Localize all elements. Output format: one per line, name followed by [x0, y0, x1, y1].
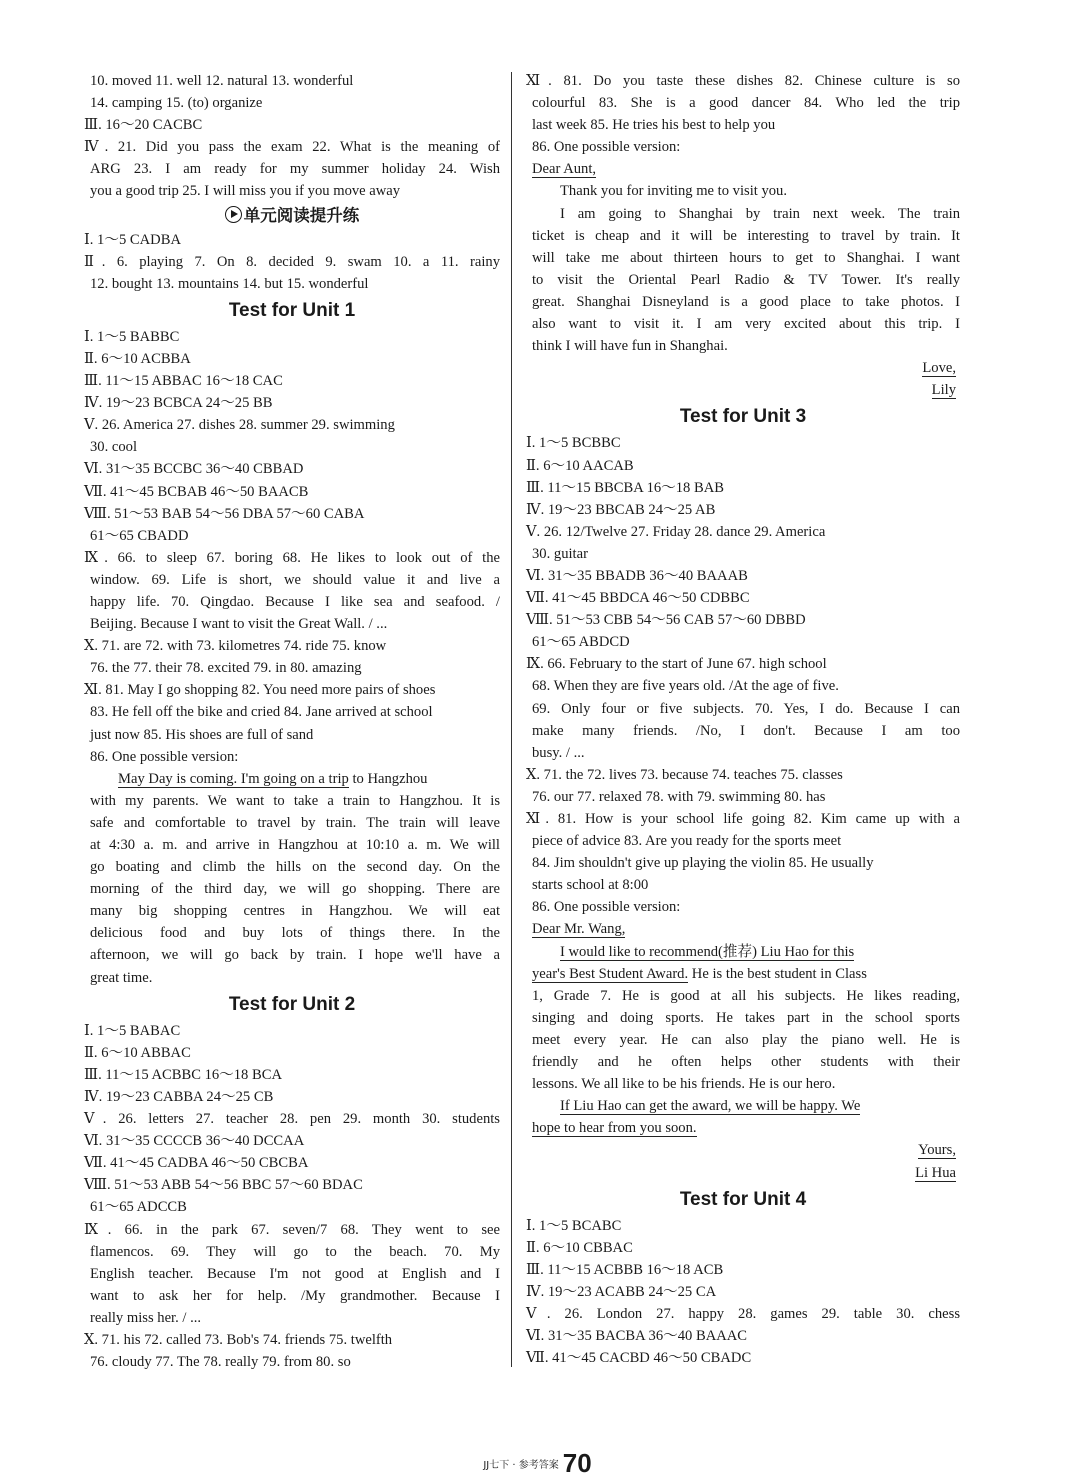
answer-line: think I will have fun in Shanghai.: [532, 338, 728, 355]
answer-line: Ⅱ. 6～10 ABBAC: [84, 1044, 191, 1061]
answer-line: Beijing. Because I want to visit the Great Wall. / ...: [90, 616, 388, 633]
answer-line: busy. / ...: [532, 744, 585, 761]
left-column: [84, 70, 500, 1373]
answer-line: Ⅹ. 71. the 72. lives 73. because 74. teaches 75. classes: [526, 766, 843, 783]
answer-line: ticket is cheap and it will be interesting to travel by train. It: [532, 227, 960, 244]
answer-line: 61～65 ABDCD: [532, 634, 630, 651]
answer-line: Ⅲ. 11～15 ABBAC 16～18 CAC: [84, 373, 283, 390]
answer-line: Ⅷ. 51～53 BAB 54～56 DBA 57～60 CABA: [84, 505, 365, 522]
answer-line: 30. cool: [90, 439, 138, 456]
answer-line: piece of advice 83. Are you ready for the sports meet: [532, 833, 842, 850]
answer-line: Ⅺ. 81. May I go shopping 82. You need more pairs of shoes: [84, 682, 436, 699]
answer-line: Ⅸ. 66. February to the start of June 67. high school: [526, 656, 827, 673]
answer-line: delicious food and buy lots of things there. In the: [90, 925, 500, 942]
answer-line: go boating and climb the hills on the second day. On the: [90, 859, 500, 876]
answer-line: [526, 1139, 960, 1161]
answer-line: friendly and he often helps other students with their: [532, 1054, 960, 1071]
answer-line: really miss her. / ...: [90, 1309, 202, 1326]
line-continuation: He is the best student in Class: [688, 965, 867, 982]
underlined-text: year's Best Student Award.: [532, 965, 689, 982]
answer-line: you a good trip 25. I will miss you if you move away: [90, 183, 401, 200]
answer-line: at 4:30 a. m. and arrive in Hangzhou at 10:10 a. m. We will: [90, 837, 500, 853]
column-divider: [511, 72, 512, 1367]
answer-line: Ⅱ. 6～10 CBBAC: [526, 1239, 633, 1256]
underlined-text: hope to hear from you soon.: [532, 1120, 697, 1137]
answer-line: make many friends. /No, I don't. Because I am too: [532, 722, 960, 739]
answer-line: Ⅲ. 16～20 CACBC: [84, 117, 203, 134]
answer-line: 12. bought 13. mountains 14. but 15. wonderful: [90, 275, 369, 292]
answer-line: Ⅳ. 19～23 ACABB 24～25 CA: [526, 1283, 717, 1300]
answer-line: window. 69. Life is short, we should value it and live a: [90, 571, 500, 588]
answer-line: 76. the 77. their 78. excited 79. in 80. amazing: [90, 660, 362, 677]
answer-line: last week 85. He tries his best to help you: [532, 117, 776, 134]
section-heading: Test for Unit 2: [228, 993, 356, 1015]
line-continuation: to Hangzhou: [348, 770, 428, 787]
answer-line: [526, 158, 960, 180]
answer-line: [526, 1095, 960, 1117]
answer-line: Ⅳ. 21. Did you pass the exam 22. What is the meaning of: [84, 139, 500, 156]
answer-line: Ⅱ. 6～10 ACBBA: [84, 350, 191, 367]
answer-line: Ⅰ. 1～5 BABBC: [84, 328, 180, 345]
answer-line: morning of the third day, we will go shopping. There are: [90, 881, 500, 898]
section-heading-text: 单元阅读提升练: [243, 205, 360, 225]
answer-line: [84, 768, 500, 790]
answer-line: [526, 379, 960, 401]
page-number: 70: [562, 1448, 592, 1478]
answer-line: Ⅺ. 81. Do you taste these dishes 82. Chinese culture is so: [526, 73, 960, 89]
answer-line: Ⅰ. 1～5 BABAC: [84, 1022, 181, 1039]
answer-line: Ⅹ. 71. are 72. with 73. kilometres 74. ride 75. know: [84, 638, 387, 655]
answer-line: great. Shanghai Disneyland is a good place to take photos. I: [532, 293, 960, 310]
answer-line: great time.: [90, 969, 153, 986]
answer-line: 86. One possible version:: [532, 139, 681, 156]
answer-line: happy life. 70. Qingdao. Because I like sea and seafood. /: [90, 593, 500, 610]
page-footer: [0, 1448, 1075, 1479]
answer-line: Ⅵ. 31～35 BACBA 36～40 BAAAC: [526, 1328, 748, 1345]
answer-line: will take me about thirteen hours to get to Shanghai. I want: [532, 249, 960, 266]
answer-line: Ⅵ. 31～35 CCCCB 36～40 DCCAA: [84, 1133, 305, 1150]
answer-line: Ⅹ. 71. his 72. called 73. Bob's 74. friends 75. twelfth: [84, 1331, 393, 1348]
section-heading: Test for Unit 4: [679, 1188, 807, 1210]
answer-line: starts school at 8:00: [532, 877, 649, 894]
answer-line: Thank you for inviting me to visit you.: [560, 183, 787, 200]
answer-line: many big shopping centres in Hangzhou. We will eat: [90, 903, 500, 920]
underlined-text: Yours,: [918, 1142, 956, 1159]
answer-line: afternoon, we will go back by train. I hope we'll have a: [90, 947, 500, 964]
answer-line: Ⅲ. 11～15 BBCBA 16～18 BAB: [526, 479, 725, 496]
answer-line: Ⅶ. 41～45 CADBA 46～50 CBCBA: [84, 1155, 309, 1172]
answer-line: Ⅳ. 19～23 CABBA 24～25 CB: [84, 1088, 274, 1105]
answer-line: Ⅳ. 19～23 BCBCA 24～25 BB: [84, 395, 273, 412]
answer-line: 61～65 CBADD: [90, 527, 189, 544]
answer-line: Ⅴ. 26. 12/Twelve 27. Friday 28. dance 29. America: [526, 523, 826, 540]
answer-line: Ⅲ. 11～15 ACBBB 16～18 ACB: [526, 1261, 724, 1278]
answer-line: [526, 963, 960, 985]
underlined-text: Lily: [931, 382, 956, 399]
section-heading: Test for Unit 3: [679, 406, 807, 428]
answer-line: 69. Only four or five subjects. 70. Yes, I do. Because I can: [532, 700, 960, 717]
answer-line: Ⅰ. 1～5 BCBBC: [526, 435, 621, 452]
answer-line: 68. When they are five years old. /At the age of five.: [532, 678, 839, 695]
answer-line: also want to visit it. I am very excited about this trip. I: [532, 316, 960, 333]
answer-line: Ⅶ. 41～45 BCBAB 46～50 BAACB: [84, 483, 309, 500]
answer-line: Ⅳ. 19～23 BBCAB 24～25 AB: [526, 501, 716, 518]
answer-line: 86. One possible version:: [90, 748, 239, 765]
underlined-text: If Liu Hao can get the award, we will be happy. We: [560, 1098, 861, 1115]
answer-line: I am going to Shanghai by train next week. The train: [560, 205, 960, 222]
answer-line: 84. Jim shouldn't give up playing the violin 85. He usually: [532, 855, 874, 872]
underlined-text: Dear Mr. Wang,: [532, 921, 626, 938]
answer-line: Ⅴ. 26. London 27. happy 28. games 29. table 30. chess: [526, 1305, 960, 1322]
answer-line: Ⅷ. 51～53 ABB 54～56 BBC 57～60 BDAC: [84, 1177, 363, 1194]
answer-line: Ⅱ. 6～10 AACAB: [526, 457, 634, 474]
play-circle-icon: [225, 206, 242, 223]
underlined-text: I would like to recommend(推荐) Liu Hao for this: [560, 943, 855, 960]
answer-line: colourful 83. She is a good dancer 84. Who led the trip: [532, 95, 960, 112]
answer-line: Ⅴ. 26. letters 27. teacher 28. pen 29. month 30. students: [84, 1111, 500, 1128]
answer-line: Ⅱ. 6. playing 7. On 8. decided 9. swam 10. a 11. rainy: [84, 253, 500, 270]
answer-line: Ⅺ. 81. How is your school life going 82. Kim came up with a: [526, 811, 960, 827]
footer-label: JJ七下 · 参考答案: [483, 1460, 559, 1471]
section-heading-cn: [84, 203, 500, 229]
answer-line: to visit the Oriental Pearl Radio & TV Tower. It's really: [532, 271, 960, 288]
answer-line: English teacher. Because I'm not good at English and I: [90, 1265, 500, 1282]
answer-line: 10. moved 11. well 12. natural 13. wonderful: [90, 73, 354, 89]
answer-line: singing and doing sports. He takes part in the school sports: [532, 1009, 960, 1026]
underlined-text: Love,: [922, 360, 956, 377]
answer-line: Ⅴ. 26. America 27. dishes 28. summer 29. swimming: [84, 417, 395, 434]
answer-line: 83. He fell off the bike and cried 84. Jane arrived at school: [90, 704, 433, 721]
answer-line: [526, 1117, 960, 1139]
answer-line: Ⅰ. 1～5 BCABC: [526, 1217, 622, 1234]
answer-line: Ⅸ. 66. to sleep 67. boring 68. He likes to look out of the: [84, 549, 500, 566]
answer-line: 1, Grade 7. He is good at all his subjects. He likes reading,: [532, 987, 960, 1004]
answer-line: ARG 23. I am ready for my summer holiday 24. Wish: [90, 161, 500, 178]
answer-line: [526, 918, 960, 940]
answer-line: lessons. We all like to be his friends. He is our hero.: [532, 1076, 836, 1093]
answer-line: safe and comfortable to travel by train. The train will leave: [90, 814, 500, 831]
answer-line: Ⅶ. 41～45 CACBD 46～50 CBADC: [526, 1350, 752, 1367]
answer-line: meet every year. He can also play the piano well. He is: [532, 1031, 960, 1048]
answer-line: with my parents. We want to take a train to Hangzhou. It is: [90, 792, 500, 809]
section-heading: Test for Unit 1: [228, 299, 356, 321]
answer-line: Ⅸ. 66. in the park 67. seven/7 68. They went to see: [84, 1221, 500, 1238]
underlined-text: Li Hua: [915, 1164, 956, 1181]
underlined-text: May Day is coming. I'm going on a trip: [118, 770, 349, 787]
answer-line: Ⅵ. 31～35 BBADB 36～40 BAAAB: [526, 567, 748, 584]
answer-line: just now 85. His shoes are full of sand: [90, 726, 314, 743]
answer-line: Ⅷ. 51～53 CBB 54～56 CAB 57～60 DBBD: [526, 612, 806, 629]
answer-line: Ⅲ. 11～15 ACBBC 16～18 BCA: [84, 1066, 283, 1083]
answer-line: 14. camping 15. (to) organize: [90, 95, 263, 112]
answer-line: [526, 357, 960, 379]
answer-line: Ⅵ. 31～35 BCCBC 36～40 CBBAD: [84, 461, 304, 478]
answer-line: 61～65 ADCCB: [90, 1199, 187, 1216]
answer-line: [526, 1162, 960, 1184]
answer-line: Ⅰ. 1～5 CADBA: [84, 231, 181, 248]
answer-line: 30. guitar: [532, 545, 588, 562]
answer-line: 76. our 77. relaxed 78. with 79. swimming 80. has: [532, 788, 826, 805]
answer-line: Ⅶ. 41～45 BBDCA 46～50 CDBBC: [526, 590, 750, 607]
answer-line: 86. One possible version:: [532, 899, 681, 916]
answer-line: 76. cloudy 77. The 78. really 79. from 80. so: [90, 1354, 351, 1371]
answer-line: want to ask her for help. /My grandmother. Because I: [90, 1287, 500, 1304]
underlined-text: Dear Aunt,: [532, 161, 597, 178]
answer-line: flamencos. 69. They will go to the beach. 70. My: [90, 1243, 500, 1260]
answer-line: [526, 941, 960, 963]
right-column: [526, 70, 960, 1369]
